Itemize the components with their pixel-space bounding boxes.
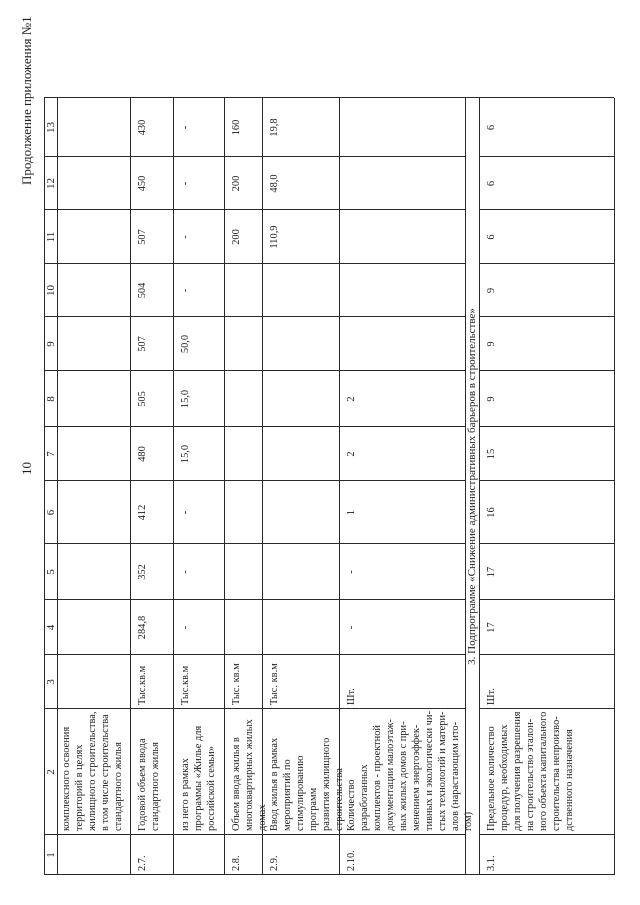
value-cell: - bbox=[180, 235, 191, 239]
unit-label: Тыс. кв.м bbox=[231, 663, 242, 705]
table-rule bbox=[479, 543, 614, 544]
table-rule bbox=[479, 370, 614, 371]
value-cell: 48,0 bbox=[269, 174, 280, 193]
table-rule bbox=[479, 654, 614, 655]
table-rule bbox=[44, 599, 465, 600]
row-number: 2.8. bbox=[231, 855, 242, 871]
row-number: 2.7. bbox=[137, 855, 148, 871]
value-cell: - bbox=[180, 125, 191, 130]
table-rule bbox=[44, 874, 614, 875]
value-cell: 480 bbox=[137, 446, 148, 462]
table-rule bbox=[44, 97, 614, 98]
row-number: 2.9. bbox=[269, 855, 280, 871]
row-number: 2.10. bbox=[346, 850, 357, 871]
table-rule bbox=[44, 263, 465, 264]
page-number: 10 bbox=[19, 462, 34, 475]
value-cell: 2 bbox=[346, 451, 357, 457]
column-header: 9 bbox=[45, 341, 57, 347]
column-header: 8 bbox=[45, 396, 57, 402]
unit-label: Шт. bbox=[486, 688, 497, 705]
value-cell: 17 bbox=[486, 566, 497, 578]
table-rule bbox=[614, 98, 615, 875]
value-cell: 1 bbox=[346, 509, 357, 516]
value-cell: 110,9 bbox=[269, 225, 280, 249]
column-header: 1 bbox=[45, 852, 57, 858]
value-cell: 16 bbox=[486, 507, 497, 518]
table-rule bbox=[44, 480, 465, 481]
value-cell: 9 bbox=[486, 341, 497, 347]
column-header: 6 bbox=[45, 509, 57, 516]
value-cell: 505 bbox=[137, 391, 148, 407]
indicator-name: комплексного освоения территорий в целях жилищного строительства, в том числе строительства стандартного жилья bbox=[61, 711, 124, 831]
indicator-name: из него в рамках программы «Жилье для российской семьи» bbox=[180, 725, 217, 831]
table-rule bbox=[479, 316, 614, 317]
column-header: 11 bbox=[45, 231, 57, 243]
table-rule bbox=[479, 599, 614, 600]
value-cell: 19,8 bbox=[269, 118, 280, 137]
unit-label: Тыс. кв.м bbox=[269, 663, 280, 705]
value-cell: 6 bbox=[486, 234, 497, 240]
unit-label: Шт. bbox=[346, 688, 357, 705]
indicator-name: Ввод жилья в рамках мероприятий по стимулированию программ развития жилищного строительства bbox=[269, 737, 345, 831]
row-number: 3.1. bbox=[486, 855, 497, 871]
column-header: 7 bbox=[45, 451, 57, 457]
indicator-name: Объем ввода жилья в многоквартирных жилых домах bbox=[231, 719, 268, 831]
column-header: 12 bbox=[45, 178, 57, 189]
value-cell: 15 bbox=[486, 448, 497, 460]
table-rule bbox=[44, 543, 465, 544]
value-cell: 15,0 bbox=[180, 444, 191, 464]
value-cell: 200 bbox=[231, 175, 242, 192]
table-rule bbox=[224, 98, 225, 875]
table-rule bbox=[44, 316, 465, 317]
unit-label: Тыс.кв.м bbox=[137, 665, 148, 705]
table-rule bbox=[479, 480, 614, 481]
continuation-note: Продолжение приложения №1 bbox=[19, 16, 34, 185]
column-header: 13 bbox=[45, 122, 57, 133]
table-rule bbox=[130, 98, 131, 875]
table-rule bbox=[479, 263, 614, 264]
value-cell: 507 bbox=[137, 229, 148, 245]
value-cell: 450 bbox=[137, 175, 148, 192]
table-rule bbox=[44, 426, 465, 427]
value-cell: 9 bbox=[486, 396, 497, 402]
section-title: 3. Подпрограмме «Снижение административных барьеров в строительстве» bbox=[466, 308, 478, 665]
value-cell: 284,8 bbox=[137, 615, 148, 640]
table-rule bbox=[479, 98, 480, 875]
table-rule bbox=[479, 156, 614, 157]
value-cell: - bbox=[180, 625, 191, 630]
value-cell: 6 bbox=[486, 180, 497, 187]
column-header: 4 bbox=[45, 624, 57, 631]
value-cell: 160 bbox=[231, 119, 242, 136]
table-rule bbox=[44, 209, 465, 210]
table-rule bbox=[44, 654, 465, 655]
value-cell: 430 bbox=[137, 119, 148, 136]
value-cell: 507 bbox=[137, 336, 148, 352]
table-rule bbox=[44, 156, 465, 157]
value-cell: 6 bbox=[486, 124, 497, 131]
column-header: 3 bbox=[45, 679, 57, 685]
column-header: 2 bbox=[45, 769, 57, 775]
column-header: 5 bbox=[45, 569, 57, 575]
value-cell: - bbox=[180, 181, 191, 186]
value-cell: - bbox=[180, 288, 191, 293]
table-rule bbox=[44, 708, 465, 709]
value-cell: 412 bbox=[137, 504, 148, 521]
value-cell: 200 bbox=[231, 229, 242, 245]
value-cell: 352 bbox=[137, 564, 148, 580]
value-cell: - bbox=[180, 570, 191, 574]
value-cell: - bbox=[180, 510, 191, 515]
indicator-name: Предельное количество процедур, необходимых для получения разрешения на строительство эталон- ного объекта капитального строительства непроизво- дственного назначения bbox=[486, 711, 575, 831]
table-rule bbox=[173, 98, 174, 875]
column-header: 10 bbox=[45, 285, 57, 296]
value-cell: 17 bbox=[486, 622, 497, 633]
value-cell: 50,0 bbox=[180, 334, 191, 354]
table-rule bbox=[44, 834, 465, 835]
value-cell: 504 bbox=[137, 282, 148, 299]
table-rule bbox=[479, 426, 614, 427]
value-cell: 9 bbox=[486, 287, 497, 294]
table-rule bbox=[479, 834, 614, 835]
value-cell: - bbox=[346, 625, 357, 630]
value-cell: - bbox=[346, 570, 357, 574]
indicator-name: Количество разработанных комплектов - проектной документации малоэтаж- ных жилых домов с при- менением энергоэффек- тивных и экологически чи- стых технологий и матери- алов (нарастающим ито- гом) bbox=[346, 711, 474, 831]
indicator-name: Годовой объем ввода стандартного жилья bbox=[137, 738, 161, 831]
table-rule bbox=[479, 708, 614, 709]
table-rule bbox=[479, 209, 614, 210]
table-rule bbox=[44, 370, 465, 371]
value-cell: 2 bbox=[346, 396, 357, 402]
unit-label: Тыс.кв.м bbox=[180, 665, 191, 705]
value-cell: 15,0 bbox=[180, 389, 191, 409]
